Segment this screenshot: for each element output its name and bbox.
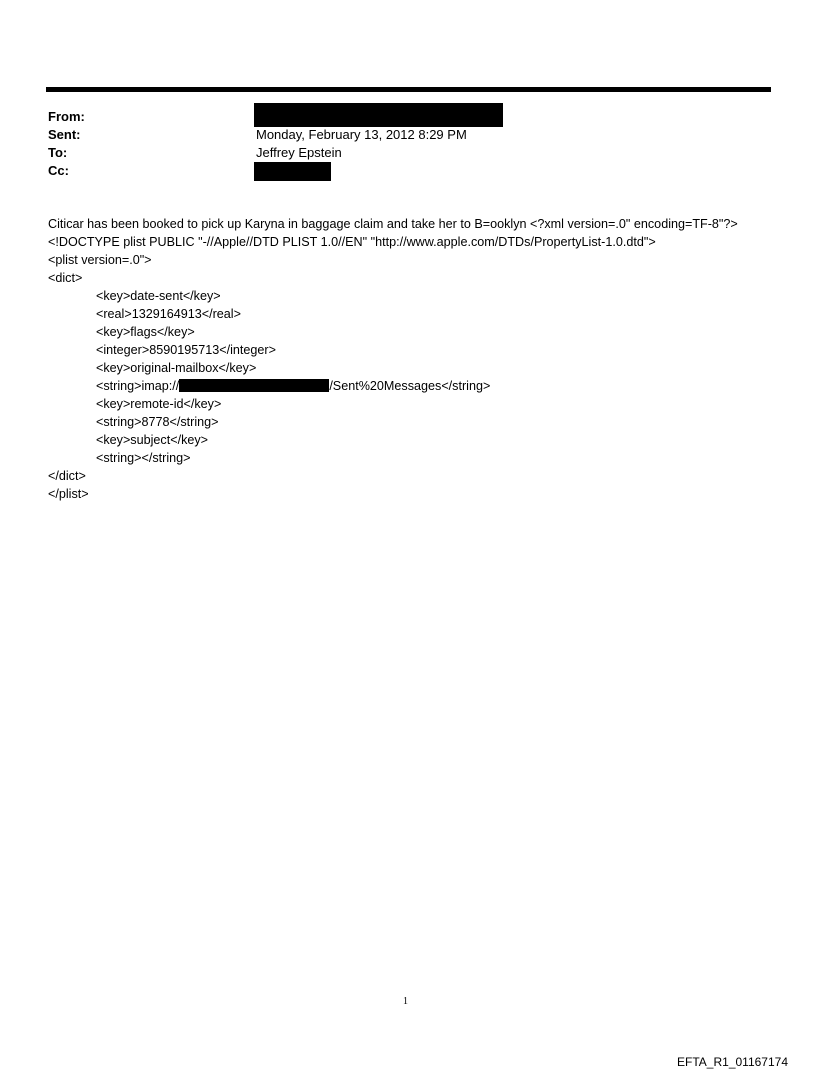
bates-number: EFTA_R1_01167174 bbox=[677, 1055, 788, 1069]
cc-label: Cc: bbox=[48, 163, 69, 178]
code-line: <key>remote-id</key> bbox=[96, 397, 222, 411]
dict-close-line: </dict> bbox=[48, 469, 86, 483]
dict-open-line: <dict> bbox=[48, 271, 83, 285]
code-line: <key>flags</key> bbox=[96, 325, 195, 339]
page-number: 1 bbox=[403, 996, 408, 1007]
code-line: <key>date-sent</key> bbox=[96, 289, 221, 303]
from-redaction bbox=[254, 103, 503, 127]
sent-label: Sent: bbox=[48, 127, 81, 142]
code-line: <integer>8590195713</integer> bbox=[96, 343, 276, 357]
sent-value: Monday, February 13, 2012 8:29 PM bbox=[256, 127, 467, 142]
imap-line bbox=[96, 377, 490, 395]
plist-close-line: </plist> bbox=[48, 487, 89, 501]
code-line: <real>1329164913</real> bbox=[96, 307, 241, 321]
cc-redaction bbox=[254, 162, 331, 181]
header-rule bbox=[46, 87, 771, 92]
code-line: <string>8778</string> bbox=[96, 415, 219, 429]
imap-redaction bbox=[179, 379, 329, 392]
code-line: <key>original-mailbox</key> bbox=[96, 361, 257, 375]
to-value: Jeffrey Epstein bbox=[256, 145, 342, 160]
to-label: To: bbox=[48, 145, 68, 160]
code-line: <string></string> bbox=[96, 451, 191, 465]
imap-suffix: /Sent%20Messages</string> bbox=[329, 379, 491, 393]
plist-open-line: <plist version=.0"> bbox=[48, 253, 152, 267]
from-label: From: bbox=[48, 109, 85, 124]
imap-prefix: <string>imap:// bbox=[96, 379, 180, 393]
body-paragraph: Citicar has been booked to pick up Karyna in baggage claim and take her to B=ooklyn <?xml version=.0" encoding=TF-8"?> <!DOCTYPE plist PUBLIC "-//Apple//DTD PLIST 1.0//EN" "http://www.apple.com/DTDs/PropertyList-1.0.dtd"> bbox=[48, 217, 738, 249]
code-line: <key>subject</key> bbox=[96, 433, 209, 447]
